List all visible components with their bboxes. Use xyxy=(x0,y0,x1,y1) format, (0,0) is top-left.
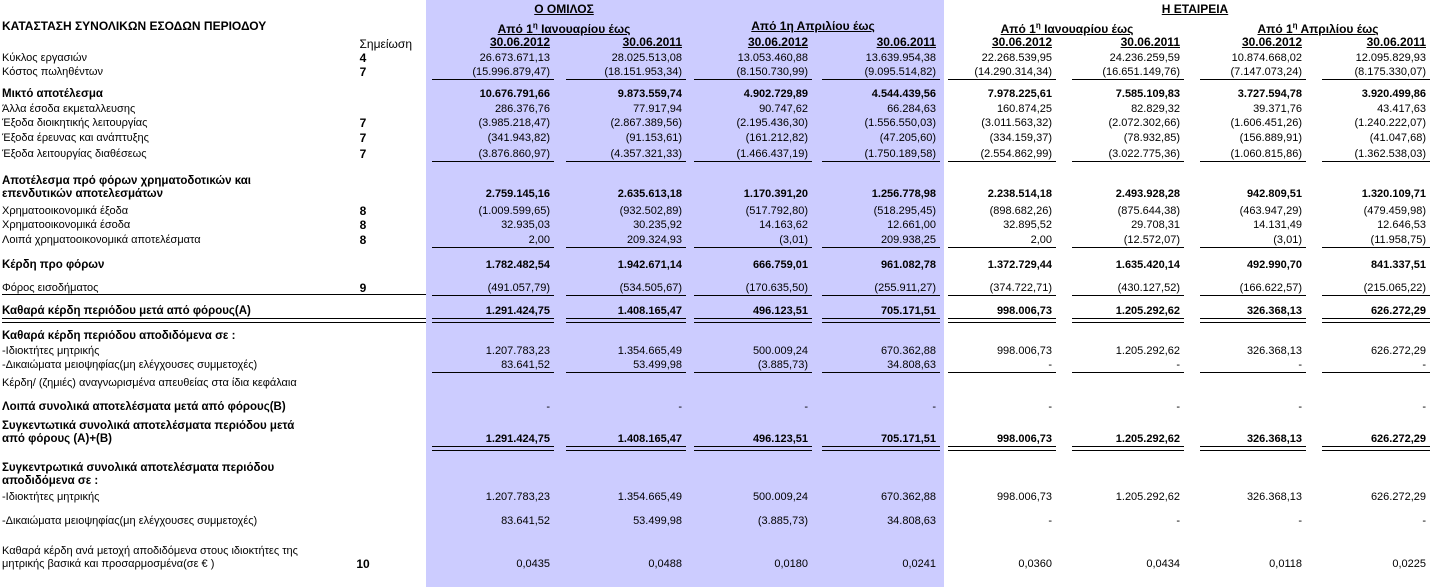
row-label: -Ιδιοκτήτες μητρικής xyxy=(2,491,100,503)
row-value: 1.320.109,71 xyxy=(1361,188,1426,200)
row-value: - xyxy=(1422,359,1426,371)
total-double-rule xyxy=(1072,446,1184,451)
total-double-rule xyxy=(694,318,812,323)
row-value: 53.499,98 xyxy=(633,359,682,371)
date-header-6: 30.06.2011 xyxy=(1120,35,1180,49)
group-period-apr: Από 1η Απριλίου έως xyxy=(751,19,875,33)
row-value: (374.722,71) xyxy=(989,282,1052,294)
total-double-rule xyxy=(822,446,940,451)
row-value: 14.131,49 xyxy=(1253,219,1302,231)
row-value: (3.885,73) xyxy=(757,359,808,371)
row-value: (1.750.189,58) xyxy=(864,148,936,160)
row-note: 7 xyxy=(359,131,367,145)
row-value: 1.291.424,75 xyxy=(485,305,550,317)
subtotal-rule xyxy=(694,79,812,80)
row-value: 53.499,98 xyxy=(633,515,682,527)
row-value: 77.917,94 xyxy=(633,103,682,115)
row-value: (1.556.550,03) xyxy=(864,117,936,129)
row-value: 500.009,24 xyxy=(752,345,808,357)
row-value: (898.682,26) xyxy=(989,205,1052,217)
subtotal-rule xyxy=(694,247,812,248)
row-value: 34.808,63 xyxy=(887,515,936,527)
row-value: 1.942.671,14 xyxy=(617,259,682,271)
row-value: - xyxy=(1048,359,1052,371)
row-value: (18.151.953,34) xyxy=(604,66,682,78)
row-value: (8.150.730,99) xyxy=(736,66,808,78)
row-value: 160.874,25 xyxy=(996,103,1052,115)
row-value: 1.256.778,98 xyxy=(871,188,936,200)
subtotal-rule xyxy=(1200,79,1306,80)
label-section-rule xyxy=(2,294,426,295)
row-value: 12.646,53 xyxy=(1377,219,1426,231)
total-double-rule xyxy=(948,446,1056,451)
total-double-rule xyxy=(1322,318,1430,323)
row-value: (875.644,38) xyxy=(1117,205,1180,217)
row-value: 4.902.729,89 xyxy=(743,88,808,100)
subtotal-rule xyxy=(822,79,940,80)
row-value: 10.676.791,66 xyxy=(479,88,550,100)
row-value: 286.376,76 xyxy=(494,103,550,115)
row-value: 961.082,78 xyxy=(880,259,936,271)
row-value: (1.362.538,03) xyxy=(1354,148,1426,160)
total-double-rule xyxy=(432,446,554,451)
row-label: Συγκεντωτικά συνολικά αποτελέσματα περιόδου μετά xyxy=(2,420,295,432)
notes-column-header: Σημείωση xyxy=(359,37,412,51)
row-note: 8 xyxy=(359,233,367,247)
total-double-rule xyxy=(1200,318,1306,323)
row-value: 2,00 xyxy=(1030,234,1052,246)
row-value: - xyxy=(546,401,550,413)
row-value: 1.782.482,54 xyxy=(485,259,550,271)
subtotal-rule xyxy=(948,372,1056,373)
total-double-rule xyxy=(1200,446,1306,451)
row-value: 12.095.829,93 xyxy=(1355,52,1426,64)
row-value: (3,01) xyxy=(779,234,808,246)
row-value: (8.175.330,07) xyxy=(1354,66,1426,78)
row-value: 2.493.928,28 xyxy=(1115,188,1180,200)
row-value: (1.009.599,65) xyxy=(478,205,550,217)
row-value: 32.895,52 xyxy=(1003,219,1052,231)
row-value: 0,0360 xyxy=(1018,558,1052,570)
row-label: Κόστος πωληθέντων xyxy=(2,66,104,78)
row-value: (3.022.775,36) xyxy=(1108,148,1180,160)
row-value: 626.272,29 xyxy=(1370,345,1426,357)
subtotal-rule xyxy=(566,295,686,296)
row-value: (3.985.218,47) xyxy=(478,117,550,129)
row-value: 326.368,13 xyxy=(1246,491,1302,503)
row-value: 705.171,51 xyxy=(880,305,936,317)
row-value: 14.163,62 xyxy=(759,219,808,231)
row-value: - xyxy=(1048,515,1052,527)
row-value: 1.372.729,44 xyxy=(987,259,1052,271)
subtotal-rule xyxy=(948,295,1056,296)
row-value: 998.006,73 xyxy=(996,305,1052,317)
subtotal-rule xyxy=(566,372,686,373)
row-value: 1.408.165,47 xyxy=(617,305,682,317)
row-label: Κέρδη/ (ζημιές) αναγνωρισμένα απευθείας στα ίδια κεφάλαια xyxy=(2,377,297,389)
subtotal-rule xyxy=(822,295,940,296)
subtotal-rule xyxy=(1072,79,1184,80)
row-value: (3.011.563,32) xyxy=(981,117,1052,129)
subtotal-rule xyxy=(822,372,940,373)
total-double-rule xyxy=(948,318,1056,323)
row-value: (14.290.314,34) xyxy=(974,66,1052,78)
row-value: 2.759.145,16 xyxy=(485,188,550,200)
row-value: 1.291.424,75 xyxy=(485,433,550,445)
row-value: 496.123,51 xyxy=(752,433,808,445)
row-value: 29.708,31 xyxy=(1131,219,1180,231)
row-value: 626.272,29 xyxy=(1370,305,1426,317)
row-value: 12.661,00 xyxy=(887,219,936,231)
row-value: 326.368,13 xyxy=(1246,345,1302,357)
row-value: 39.371,76 xyxy=(1253,103,1302,115)
row-value: 32.935,03 xyxy=(501,219,550,231)
row-value: - xyxy=(678,401,682,413)
total-double-rule xyxy=(566,446,686,451)
row-value: (334.159,37) xyxy=(989,132,1052,144)
row-label: Έξοδα διοικητικής λειτουργίας xyxy=(2,117,148,129)
row-value: 26.673.671,13 xyxy=(479,52,550,64)
row-value: 500.009,24 xyxy=(752,491,808,503)
row-value: 1.635.420,14 xyxy=(1115,259,1180,271)
subtotal-rule xyxy=(948,247,1056,248)
row-value: (11.958,75) xyxy=(1370,234,1426,246)
date-header-3: 30.06.2012 xyxy=(747,35,808,49)
subtotal-rule xyxy=(1072,295,1184,296)
row-value: (7.147.073,24) xyxy=(1230,66,1302,78)
row-value: 626.272,29 xyxy=(1370,491,1426,503)
row-value: - xyxy=(804,401,808,413)
row-value: - xyxy=(1298,359,1302,371)
row-label-continued: από φόρους (Α)+(Β) xyxy=(2,433,112,445)
date-header-5: 30.06.2012 xyxy=(991,35,1052,49)
row-value: 1.170.391,20 xyxy=(743,188,808,200)
subtotal-rule xyxy=(432,161,554,162)
row-value: 0,0180 xyxy=(774,558,808,570)
row-value: 0,0435 xyxy=(516,558,550,570)
row-value: (2.554.862,99) xyxy=(980,148,1052,160)
row-value: - xyxy=(1048,401,1052,413)
date-header-7: 30.06.2012 xyxy=(1241,35,1302,49)
row-label: Έξοδα λειτουργίας διαθέσεως xyxy=(2,148,147,160)
row-value: 670.362,88 xyxy=(880,345,936,357)
row-value: (463.947,29) xyxy=(1239,205,1302,217)
row-label: Κέρδη προ φόρων xyxy=(2,259,105,271)
subtotal-rule xyxy=(822,247,940,248)
row-value: - xyxy=(1298,515,1302,527)
row-value: (161.212,82) xyxy=(745,132,808,144)
row-value: 209.324,93 xyxy=(626,234,682,246)
row-note: 7 xyxy=(359,65,367,79)
subtotal-rule xyxy=(1200,372,1306,373)
row-value: (41.047,68) xyxy=(1369,132,1426,144)
row-value: 3.920.499,86 xyxy=(1361,88,1426,100)
row-value: (170.635,50) xyxy=(745,282,808,294)
row-value: 2.635.613,18 xyxy=(617,188,682,200)
subtotal-rule xyxy=(694,295,812,296)
subtotal-rule xyxy=(1200,295,1306,296)
row-value: - xyxy=(1176,359,1180,371)
row-label: Χρηματοοικονομικά έσοδα xyxy=(2,219,131,231)
subtotal-rule xyxy=(694,161,812,162)
row-value: (15.996.879,47) xyxy=(472,66,550,78)
row-value: (16.651.149,76) xyxy=(1102,66,1180,78)
row-label: Φόρος εισοδήματος xyxy=(2,282,99,294)
row-label: Λοιπά χρηματοοικονομικά αποτελέσματα xyxy=(2,234,201,246)
row-value: 90.747,62 xyxy=(759,103,808,115)
subtotal-rule xyxy=(1200,161,1306,162)
row-value: (47.205,60) xyxy=(879,132,936,144)
row-value: 2,00 xyxy=(528,234,550,246)
row-label: -Δικαιώματα μειοψηφίας(μη ελέγχουσες συμμετοχές) xyxy=(2,515,258,527)
row-value: 3.727.594,78 xyxy=(1237,88,1302,100)
subtotal-rule xyxy=(566,79,686,80)
row-value: (518.295,45) xyxy=(873,205,936,217)
row-value: 1.354.665,49 xyxy=(617,345,682,357)
date-header-4: 30.06.2011 xyxy=(876,35,936,49)
row-value: 326.368,13 xyxy=(1246,433,1302,445)
row-value: 0,0488 xyxy=(648,558,682,570)
row-note: 8 xyxy=(359,204,367,218)
row-value: 998.006,73 xyxy=(996,433,1052,445)
date-header-2: 30.06.2011 xyxy=(622,35,682,49)
row-value: 1.205.292,62 xyxy=(1115,345,1180,357)
subtotal-rule xyxy=(566,161,686,162)
total-double-rule xyxy=(822,318,940,323)
row-value: (2.867.389,56) xyxy=(610,117,682,129)
subtotal-rule xyxy=(1072,372,1184,373)
subtotal-rule xyxy=(1322,161,1430,162)
subtotal-rule xyxy=(566,247,686,248)
row-value: (517.792,80) xyxy=(745,205,808,217)
row-note: 10 xyxy=(356,557,370,571)
subtotal-rule xyxy=(432,247,554,248)
subtotal-rule xyxy=(432,295,554,296)
row-value: - xyxy=(932,401,936,413)
row-value: 22.268.539,95 xyxy=(981,52,1052,64)
row-label: Καθαρά κέρδη περιόδου αποδιδόμενα σε : xyxy=(2,330,236,342)
company-header: Η ΕΤΑΙΡΕΙΑ xyxy=(1161,2,1229,16)
row-value: (3.876.860,97) xyxy=(478,148,550,160)
subtotal-rule xyxy=(694,372,812,373)
subtotal-rule xyxy=(1322,247,1430,248)
row-note: 7 xyxy=(359,147,367,161)
subtotal-rule xyxy=(432,372,554,373)
row-value: (215.065,22) xyxy=(1363,282,1426,294)
row-value: 942.809,51 xyxy=(1246,188,1302,200)
row-value: (491.057,79) xyxy=(487,282,550,294)
row-value: 705.171,51 xyxy=(880,433,936,445)
total-double-rule xyxy=(432,318,554,323)
row-value: 9.873.559,74 xyxy=(617,88,682,100)
row-value: 2.238.514,18 xyxy=(987,188,1052,200)
subtotal-rule xyxy=(1072,247,1184,248)
row-value: (3,01) xyxy=(1273,234,1302,246)
row-value: (2.195.436,30) xyxy=(736,117,808,129)
row-note: 8 xyxy=(359,218,367,232)
row-value: 82.829,32 xyxy=(1131,103,1180,115)
row-label: Άλλα έσοδα εκμεταλλευσης xyxy=(2,103,136,115)
row-value: (91.153,61) xyxy=(625,132,682,144)
row-label-continued: επενδυτικών αποτελεσμάτων xyxy=(2,188,164,200)
row-value: (78.932,85) xyxy=(1123,132,1180,144)
row-value: 34.808,63 xyxy=(887,359,936,371)
row-value: 1.408.165,47 xyxy=(617,433,682,445)
row-value: 209.938,25 xyxy=(880,234,936,246)
row-value: 28.025.513,08 xyxy=(611,52,682,64)
group-period-jan: Από $1^\eta$ Ιανουαρίου έως xyxy=(497,21,631,36)
row-label: -Ιδιοκτήτες μητρικής xyxy=(2,345,100,357)
row-value: (479.459,98) xyxy=(1363,205,1426,217)
row-value: 10.874.668,02 xyxy=(1231,52,1302,64)
row-value: - xyxy=(1422,515,1426,527)
row-value: 1.354.665,49 xyxy=(617,491,682,503)
total-double-rule xyxy=(694,446,812,451)
row-value: (9.095.514,82) xyxy=(864,66,936,78)
row-value: 4.544.439,56 xyxy=(871,88,936,100)
row-label: Χρηματοοικονομικά έξοδα xyxy=(2,205,129,217)
row-value: (1.060.815,86) xyxy=(1230,148,1302,160)
row-value: 13.053.460,88 xyxy=(737,52,808,64)
row-value: 83.641,52 xyxy=(501,359,550,371)
row-value: 30.235,92 xyxy=(633,219,682,231)
row-value: (255.911,27) xyxy=(874,282,936,294)
row-label: Καθαρά κέρδη ανά μετοχή αποδιδόμενα στους ιδιοκτήτες της xyxy=(2,545,298,557)
subtotal-rule xyxy=(1322,295,1430,296)
row-value: 1.207.783,23 xyxy=(485,345,550,357)
company-period-jan: Από $1^\eta$ Ιανουαρίου έως xyxy=(1000,21,1134,36)
total-double-rule xyxy=(566,318,686,323)
row-label-continued: μητρικής βασικά και προσαρμοσμένα(σε € ) xyxy=(2,558,215,570)
group-header: Ο ΟΜΙΛΟΣ xyxy=(534,2,594,16)
row-value: - xyxy=(1176,515,1180,527)
row-value: (166.622,57) xyxy=(1239,282,1302,294)
subtotal-rule xyxy=(948,161,1056,162)
subtotal-rule xyxy=(822,161,940,162)
row-value: 841.337,51 xyxy=(1370,259,1426,271)
row-label: -Δικαιώματα μειοψηφίας(μη ελέγχουσες συμμετοχές) xyxy=(2,359,258,371)
total-double-rule xyxy=(1322,446,1430,451)
row-value: - xyxy=(1176,401,1180,413)
row-value: 666.759,01 xyxy=(752,259,808,271)
subtotal-rule xyxy=(1200,247,1306,248)
row-value: (534.505,67) xyxy=(619,282,682,294)
row-value: 43.417,63 xyxy=(1377,103,1426,115)
row-value: (341.943,82) xyxy=(487,132,550,144)
row-value: 7.978.225,61 xyxy=(987,88,1052,100)
subtotal-rule xyxy=(432,79,554,80)
row-value: 496.123,51 xyxy=(752,305,808,317)
row-value: 1.207.783,23 xyxy=(485,491,550,503)
row-value: 1.205.292,62 xyxy=(1115,305,1180,317)
row-value: (1.466.437,19) xyxy=(736,148,808,160)
row-value: 998.006,73 xyxy=(996,345,1052,357)
row-value: 0,0434 xyxy=(1146,558,1180,570)
row-value: 670.362,88 xyxy=(880,491,936,503)
row-value: 0,0225 xyxy=(1392,558,1426,570)
row-value: 66.284,63 xyxy=(887,103,936,115)
row-value: 24.236.259,59 xyxy=(1109,52,1180,64)
row-label: Κύκλος εργασιών xyxy=(2,52,88,64)
row-value: 1.205.292,62 xyxy=(1115,491,1180,503)
row-value: (430.127,52) xyxy=(1117,282,1180,294)
row-value: (3.885,73) xyxy=(757,515,808,527)
row-label: Έξοδα έρευνας και ανάπτυξης xyxy=(2,132,149,144)
row-note: 9 xyxy=(359,281,367,295)
row-value: (12.572,07) xyxy=(1123,234,1180,246)
row-value: - xyxy=(1298,401,1302,413)
row-value: (2.072.302,66) xyxy=(1108,117,1180,129)
company-period-apr: Από $1^\eta$ Απριλίου έως xyxy=(1257,21,1379,36)
row-value: (1.240.222,07) xyxy=(1354,117,1426,129)
row-value: (932.502,89) xyxy=(619,205,682,217)
subtotal-rule xyxy=(1322,372,1430,373)
row-value: 492.990,70 xyxy=(1246,259,1302,271)
row-value: 83.641,52 xyxy=(501,515,550,527)
date-header-1: 30.06.2012 xyxy=(489,35,550,49)
row-value: (4.357.321,33) xyxy=(610,148,682,160)
row-label: Καθαρά κέρδη περιόδου μετά από φόρους(Α) xyxy=(2,305,251,317)
label-section-rule xyxy=(2,318,426,323)
row-value: 998.006,73 xyxy=(996,491,1052,503)
row-value: 7.585.109,83 xyxy=(1115,88,1180,100)
row-value: (1.606.451,26) xyxy=(1230,117,1302,129)
row-value: 626.272,29 xyxy=(1370,433,1426,445)
subtotal-rule xyxy=(1322,79,1430,80)
subtotal-rule xyxy=(948,79,1056,80)
subtotal-rule xyxy=(1072,161,1184,162)
total-double-rule xyxy=(1072,318,1184,323)
row-label: Μικτό αποτέλεσμα xyxy=(2,88,103,100)
row-label: Λοιπά συνολικά αποτελέσματα μετά από φόρους(Β) xyxy=(2,401,286,413)
row-label: Αποτέλεσμα πρό φόρων χρηματοδοτικών και xyxy=(2,175,251,187)
statement-title: ΚΑΤΑΣΤΑΣΗ ΣΥΝΟΛΙΚΩΝ ΕΣΟΔΩΝ ΠΕΡΙΟΔΟΥ xyxy=(2,19,267,33)
row-value: 1.205.292,62 xyxy=(1115,433,1180,445)
date-header-8: 30.06.2011 xyxy=(1366,35,1426,49)
row-value: (156.889,91) xyxy=(1239,132,1302,144)
row-note: 4 xyxy=(359,51,367,65)
row-label: Συγκεντρωτικά συνολικά αποτελέσματα περιόδου xyxy=(2,462,275,474)
row-value: - xyxy=(1422,401,1426,413)
row-value: 13.639.954,38 xyxy=(865,52,936,64)
row-value: 326.368,13 xyxy=(1246,305,1302,317)
row-value: 0,0241 xyxy=(902,558,936,570)
row-note: 7 xyxy=(359,116,367,130)
row-label-continued: αποδιδόμενα σε : xyxy=(2,475,99,487)
row-value: 0,0118 xyxy=(1269,558,1302,570)
